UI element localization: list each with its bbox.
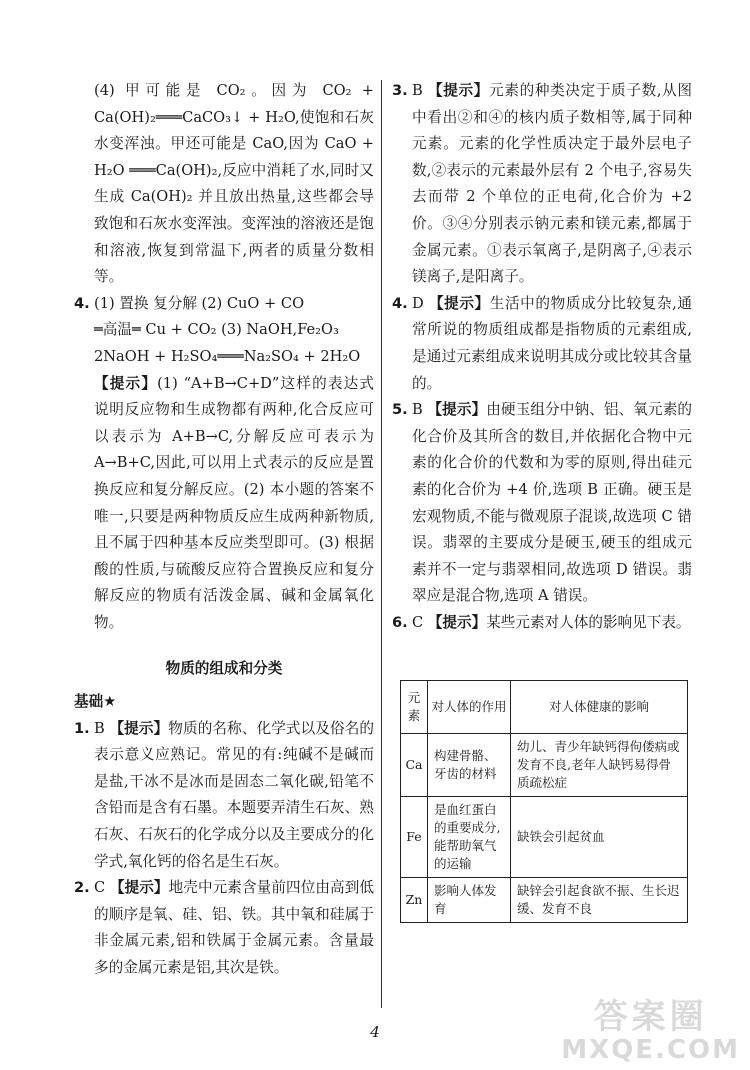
answer-choice: B <box>412 82 423 99</box>
answer-number: 1. <box>74 719 90 737</box>
hint-text: 元素的种类决定于质子数,从图中看出②和④的核内质子数相等,属于同种元素。元素的化学性质决定于最外层电子数,②表示的元素最外层有 2 个电子,容易失去而带 2 个单位的正电荷,化合价为 +2 价。③④分别表示钠元素和镁元素,都属于金属元素。①表示氧离子,是阴离子,④表示镁离子,是阳离子。 <box>412 82 692 286</box>
hint-label: 【提示】 <box>428 82 490 99</box>
hint-text: (1) “A+B→C+D”这样的表达式说明反应物和生成物都有两种,化合反应可以表示为 A+B→C,分解反应可表示为 A→B+C,因此,可以用上式表示的反应是置换反应和复分解反应。(2) 本小题的答案不唯一,只要是两种物质反应生成两种新物质,且不属于四种基本反应类型即可。(3) 根据酸的性质,与硫酸反应符合置换反应和复分解反应的物质有活泼金属、碱和金属氧化物。 <box>94 374 374 631</box>
left-column <box>74 78 374 982</box>
answer-number: 3. <box>392 82 408 99</box>
page-number: 4 <box>370 1023 380 1041</box>
answer-4-right <box>392 291 692 397</box>
table-cell-role: 构建骨骼、牙齿的材料 <box>428 734 511 797</box>
table-cell-effect: 缺锌会引起食欲不振、生长迟缓、发育不良 <box>511 878 688 923</box>
answer-1 <box>74 716 374 876</box>
answer-4-right-body <box>412 291 692 397</box>
table-cell-role: 影响人体发育 <box>428 878 511 923</box>
hint-text: 由硬玉组分中钠、铝、氧元素的化合价及其所含的数目,并依据化合物中元素的化合价的代数和为零的原则,得出硅元素的化合价为 +4 价,选项 B 正确。硬玉是宏观物质,不能与微观原子混谈,故选项 C 错误。翡翠的主要成分是硬玉,硬玉的组成元素并不一定与翡翠相同,故选项 D 错误。翡翠应是混合物,选项 A 错误。 <box>412 401 692 605</box>
answer-number: 6. <box>392 613 408 631</box>
hint-label: 【提示】 <box>94 374 158 392</box>
answer-number: 2. <box>74 879 90 897</box>
answer-choice: C <box>412 613 424 631</box>
answer-6-body <box>412 610 692 637</box>
watermark-line-1: 答案圈 <box>593 997 708 1037</box>
right-column <box>392 78 692 636</box>
sub-section-title: 基础★ <box>74 693 117 711</box>
answer-2-body <box>94 875 374 981</box>
hint-text: 物质的名称、化学式以及俗名的表示意义应熟记。常见的有:纯碱不是碱而是盐,干冰不是冰而是固态二氧化碳,铅笔不含铅而是含有石墨。本题要弄清生石灰、熟石灰、石灰石的化学成分以及主要成分的化学式,氧化钙的俗名是生石灰。 <box>94 719 374 870</box>
answer-4-hint <box>94 371 374 637</box>
hint-label: 【提示】 <box>109 879 169 897</box>
answer-number: 5. <box>392 401 408 419</box>
hint-text: 生活中的物质成分比较复杂,通常所说的物质组成都是指物质的元素组成,是通过元素组成来说明其成分或比较其含量的。 <box>412 294 693 392</box>
answer-6 <box>392 610 692 637</box>
answer-number: 4. <box>392 294 408 312</box>
answer-4-line-1: (1) 置换 复分解 (2) CuO + CO <box>94 294 305 312</box>
watermark-line-2: MXQE.COM <box>561 1035 740 1065</box>
answer-4 <box>74 291 374 637</box>
answer-number: 4. <box>74 294 90 312</box>
answer-5-body <box>412 397 692 610</box>
answer-choice: D <box>412 294 424 312</box>
q4-co2-text: 甲可能是 CO₂。因为 CO₂ + Ca(OH)₂═══CaCO₃↓ + H₂O,使饱和石灰水变浑浊。甲还可能是 CaO,因为 CaO + H₂O ═══Ca(OH)₂,反应中消耗了水,同时又生成 Ca(OH)₂ 并且放出热量,这些都会导致饱和石灰水变浑浊。变浑浊的溶液还是饱和溶液,恢复到常温下,两者的质量分数相等。 <box>94 82 375 286</box>
table-row <box>401 878 688 923</box>
answer-choice: C <box>94 879 106 897</box>
hint-text: 某些元素对人体的影响见下表。 <box>486 613 691 631</box>
hint-text: 地壳中元素含量前四位由高到低的顺序是氧、硅、铝、铁。其中氧和硅属于非金属元素,铝和铁属于金属元素。含量最多的金属元素是铝,其次是铁。 <box>94 879 374 976</box>
hint-label: 【提示】 <box>109 719 169 737</box>
q4-sub-label: (4) <box>94 82 115 99</box>
hint-label: 【提示】 <box>427 613 487 631</box>
section-title: 物质的组成和分类 <box>165 660 283 678</box>
element-effects-table <box>400 680 688 923</box>
table-header-row <box>401 681 688 734</box>
table-row <box>401 734 688 797</box>
table-cell-element: Zn <box>401 878 428 923</box>
answer-4-line-2: ═高温═ Cu + CO₂ (3) NaOH,Fe₂O₃ <box>94 321 339 339</box>
table-cell-element: Ca <box>401 734 428 797</box>
table-header: 对人体健康的影响 <box>511 681 688 734</box>
table-cell-element: Fe <box>401 797 428 878</box>
answer-4-continued <box>74 78 374 291</box>
table-header: 元素 <box>401 681 428 734</box>
table-cell-effect: 缺铁会引起贫血 <box>511 797 688 878</box>
answer-1-body <box>94 716 374 876</box>
answer-choice: B <box>412 401 423 419</box>
column-divider <box>381 80 382 1008</box>
answer-4-line-3: 2NaOH + H₂SO₄═══Na₂SO₄ + 2H₂O <box>94 347 361 365</box>
answer-2 <box>74 875 374 981</box>
answer-5 <box>392 397 692 610</box>
hint-label: 【提示】 <box>427 401 487 419</box>
hint-label: 【提示】 <box>428 294 490 312</box>
answer-3 <box>392 78 692 291</box>
table-row <box>401 797 688 878</box>
table-header: 对人体的作用 <box>428 681 511 734</box>
answer-3-body <box>412 78 692 291</box>
answer-choice: B <box>94 719 105 737</box>
table-cell-effect: 幼儿、青少年缺钙得佝偻病或发育不良,老年人缺钙易得骨质疏松症 <box>511 734 688 797</box>
watermark-logo <box>561 998 740 1064</box>
table-cell-role: 是血红蛋白的重要成分,能帮助氧气的运输 <box>428 797 511 878</box>
